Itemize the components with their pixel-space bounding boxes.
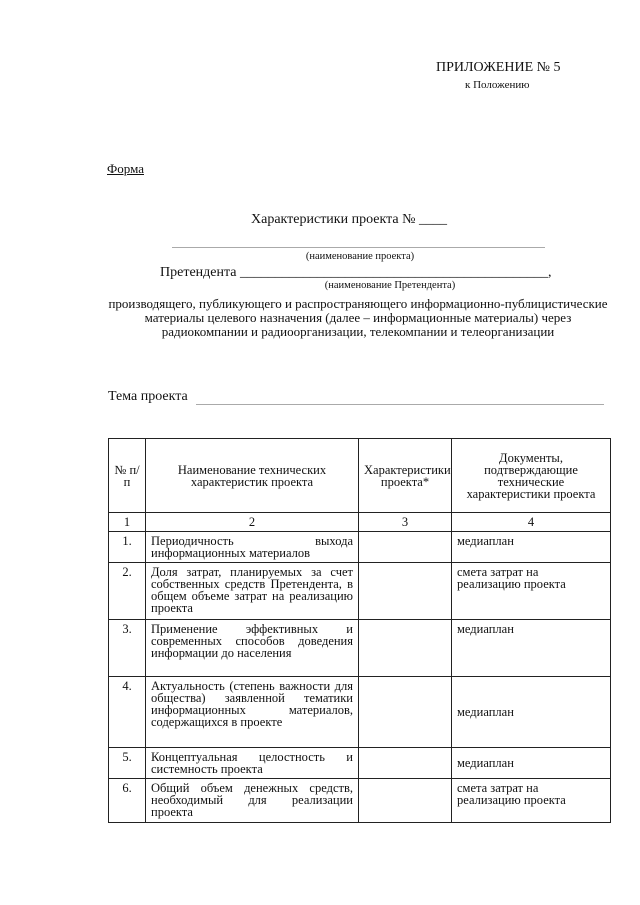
row-number: 5. [109, 748, 146, 779]
row-characteristic: Концептуальная целостность и системность проекта [146, 748, 359, 779]
table-row [109, 677, 611, 748]
project-name-caption: (наименование проекта) [305, 251, 415, 262]
column-number-row [109, 513, 611, 532]
row-value [359, 620, 452, 677]
table-header-row [109, 439, 611, 513]
column-number: 1 [109, 513, 146, 532]
row-document: медиаплан [452, 532, 611, 563]
row-document: медиаплан [452, 620, 611, 677]
row-value [359, 563, 452, 620]
row-characteristic: Общий объем денежных средств, необходимый для реализации проекта [146, 779, 359, 823]
table-row [109, 620, 611, 677]
row-document: смета затрат на реализацию проекта [452, 563, 611, 620]
header-value: Характеристики проекта* [359, 439, 452, 513]
row-number: 4. [109, 677, 146, 748]
table-row [109, 532, 611, 563]
row-characteristic: Периодичность выхода информационных материалов [146, 532, 359, 563]
header-documents: Документы, подтверждающие технические характеристики проекта [452, 439, 611, 513]
theme-line [196, 404, 604, 405]
row-characteristic: Доля затрат, планируемых за счет собственных средств Претендента, в общем объеме затрат на реализацию проекта [146, 563, 359, 620]
project-description: производящего, публикующего и распространяющего информационно-публицистические материалы целевого назначения (далее – информационные материалы) через радиокомпании и радиоорганизации, телекомпании и телеорганизации [108, 296, 608, 339]
row-number: 3. [109, 620, 146, 677]
row-value [359, 779, 452, 823]
applicant-line: Претендента ____________________________________________, [160, 265, 552, 280]
theme-label: Тема проекта [108, 389, 188, 404]
applicant-caption: (наименование Претендента) [324, 280, 456, 291]
header-number: № п/п [109, 439, 146, 513]
characteristics-table [108, 438, 611, 823]
project-name-line [172, 247, 545, 248]
table-row [109, 748, 611, 779]
appendix-title: ПРИЛОЖЕНИЕ № 5 [436, 60, 561, 75]
form-label: Форма [107, 161, 144, 176]
project-title: Характеристики проекта № ____ [251, 212, 447, 227]
row-document: медиаплан [452, 677, 611, 748]
column-number: 2 [146, 513, 359, 532]
row-number: 6. [109, 779, 146, 823]
row-value [359, 677, 452, 748]
appendix-subtitle: к Положению [465, 79, 530, 91]
column-number: 4 [452, 513, 611, 532]
row-value [359, 532, 452, 563]
table-row [109, 563, 611, 620]
row-number: 1. [109, 532, 146, 563]
table-row [109, 779, 611, 823]
row-characteristic: Актуальность (степень важности для общества) заявленной тематики информационных материалов, содержащихся в проекте [146, 677, 359, 748]
header-name: Наименование технических характеристик проекта [146, 439, 359, 513]
row-document: медиаплан [452, 748, 611, 779]
row-document: смета затрат на реализацию проекта [452, 779, 611, 823]
row-characteristic: Применение эффективных и современных способов доведения информации до населения [146, 620, 359, 677]
row-value [359, 748, 452, 779]
column-number: 3 [359, 513, 452, 532]
row-number: 2. [109, 563, 146, 620]
